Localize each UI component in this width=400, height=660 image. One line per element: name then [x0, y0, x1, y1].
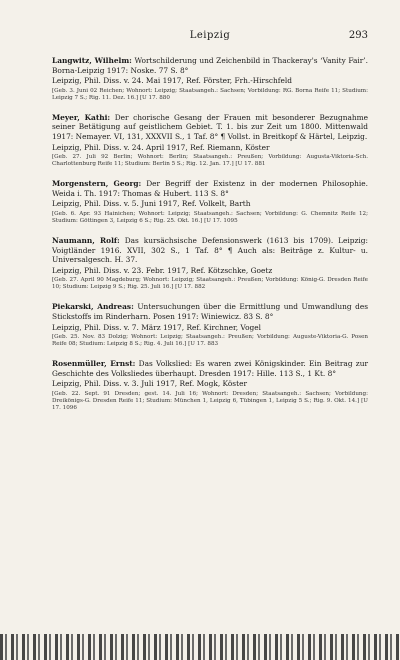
entry-dissertation: Leipzig, Phil. Diss. v. 5. Juni 1917, Ref. Volkelt, Barth: [52, 199, 251, 209]
scan-artifact-strip: [0, 634, 400, 660]
entry-title: Wortschilderung und Zeichenbild in Thackeray's ‘Vanity Fair’. Borna-Leipzig 1917: Noske. 77 S. 8°: [52, 56, 368, 75]
entry: [52, 179, 368, 225]
entry-author: Rosenmüller, Ernst:: [52, 359, 136, 369]
entry-note: [Geb. 22. Sept. 91 Dresden; gest. 14. Juli 16; Wohnort: Dresden; Staatsangeh.: Sachsen; Vorbildung: Dreikönigs-G. Dresden Reife 11; Studium: München 1, Leipzig 6, Tübingen 1, Leipzig 5 S.; Rig. 9. Okt. 14.] [U 17. 1096: [52, 390, 368, 411]
entry-main: [52, 179, 368, 198]
entry-author: Langwitz, Wilhelm:: [52, 56, 132, 65]
entry-main: [52, 56, 368, 75]
entry: [52, 236, 368, 291]
entry-dissertation: Leipzig, Phil. Diss. v. 7. März 1917, Ref. Kirchner, Vogel: [52, 322, 262, 332]
entry-note: [Geb. 6. Apr. 93 Hainichen; Wohnort: Leipzig; Staatsangeh.: Sachsen; Vorbildung: G. Chemnitz Reife 12; Studium: Göttingen 3, Leipzig 6 S.; Rig. 25. Okt. 16.] [U 17. 1095: [52, 210, 368, 224]
entry-title: Untersuchungen über die Ermittlung und Umwandlung des Stickstoffs im Rinderharn. Posen 1917: Winiewicz. 83 S. 8°: [52, 302, 368, 321]
entry-author: Morgenstern, Georg:: [52, 179, 142, 189]
entry-dissertation: Leipzig, Phil. Diss. v. 23. Febr. 1917, Ref. Kötzschke, Goetz: [52, 265, 273, 275]
entry: [52, 359, 368, 412]
entry-list: [52, 56, 368, 423]
entry-note: [Geb. 3. Juni 02 Reichen; Wohnort: Leipzig; Staatsangeh.: Sachsen; Vorbildung: RG. Borna Reife 11; Studium: Leipzig 7 S.; Rig. 11. Dez. 16.] [U 17. 880: [52, 87, 368, 101]
entry-dissertation: Leipzig, Phil. Diss. v. 24. Mai 1917, Ref. Förster, Frh.-Hirschfeld: [52, 76, 292, 86]
entry: [52, 56, 368, 102]
entry-title: Das kursächsische Defensionswerk (1613 bis 1709). Leipzig: Voigtländer 1916. XVII, 302 S., 1 Taf. 8° ¶ Auch als: Beiträge z. Kultur- u. Universalgesch. H. 37.: [52, 235, 368, 265]
entry-title: Das Volkslied: Es waren zwei Königskinder. Ein Beitrag zur Geschichte des Volksliedes überhaupt. Dresden 1917: Hille. 113 S., 1 Kt. 8°: [52, 359, 368, 378]
entry-title: Der Begriff der Existenz in der modernen Philosophie. Weida i. Th. 1917: Thomas & Hubert. 113 S. 8°: [52, 179, 369, 198]
entry-author: Naumann, Rolf:: [52, 235, 120, 245]
entry: [52, 113, 368, 168]
entry-note: [Geb. 25. Nov. 83 Dolzig; Wohnort: Leipzig; Staatsangeh.: Preußen; Vorbildung: Auguste-Viktoria-G. Posen Reife 08; Studium: Leipzig 8 S.; Rig. 4. Juli 16.] [U 17. 883: [52, 334, 368, 348]
running-head-title: Leipzig: [189, 30, 231, 41]
entry-main: [52, 236, 368, 265]
entry-title: Der chorische Gesang der Frauen mit besonderer Bezugnahme seiner Betätigung auf geistlichem Gebiet. T. 1. bis zur Zeit um 1800. Mittenwald 1917: Nemayer. VI, 131, XXXVII S., 1 Taf. 8° ¶ Vollst. in Breitkopf & Härtel, Leipzig.: [52, 112, 368, 141]
entry-author: Piekarski, Andreas:: [52, 302, 134, 312]
running-head: [52, 30, 368, 44]
entry-dissertation: Leipzig, Phil. Diss. v. 3. Juli 1917, Ref. Mogk, Köster: [52, 379, 247, 389]
entry-dissertation: Leipzig, Phil. Diss. v. 24. April 1917, Ref. Riemann, Köster: [52, 142, 270, 152]
entry-note: [Geb. 27. April 90 Magdeburg; Wohnort: Leipzig; Staatsangeh.: Preußen; Vorbildung: König-G. Dresden Reife 10; Studium: Leipzig 9 S.; Rig. 25. Juli 16.] [U 17. 882: [52, 277, 368, 291]
page-number: 293: [348, 30, 368, 41]
entry-main: [52, 113, 368, 142]
entry-note: [Geb. 27. Juli 92 Berlin; Wohnort: Berlin; Staatsangeh.: Preußen; Vorbildung: Augusta-Viktoria-Sch. Charlottenburg Reife 11; Studium: Berlin 5 S.; Rig. 12. Jan. 17.] [U 17. 881: [52, 154, 368, 168]
entry: [52, 302, 368, 348]
entry-main: [52, 359, 368, 378]
entry-author: Meyer, Kathi:: [52, 112, 111, 122]
entry-main: [52, 302, 368, 321]
